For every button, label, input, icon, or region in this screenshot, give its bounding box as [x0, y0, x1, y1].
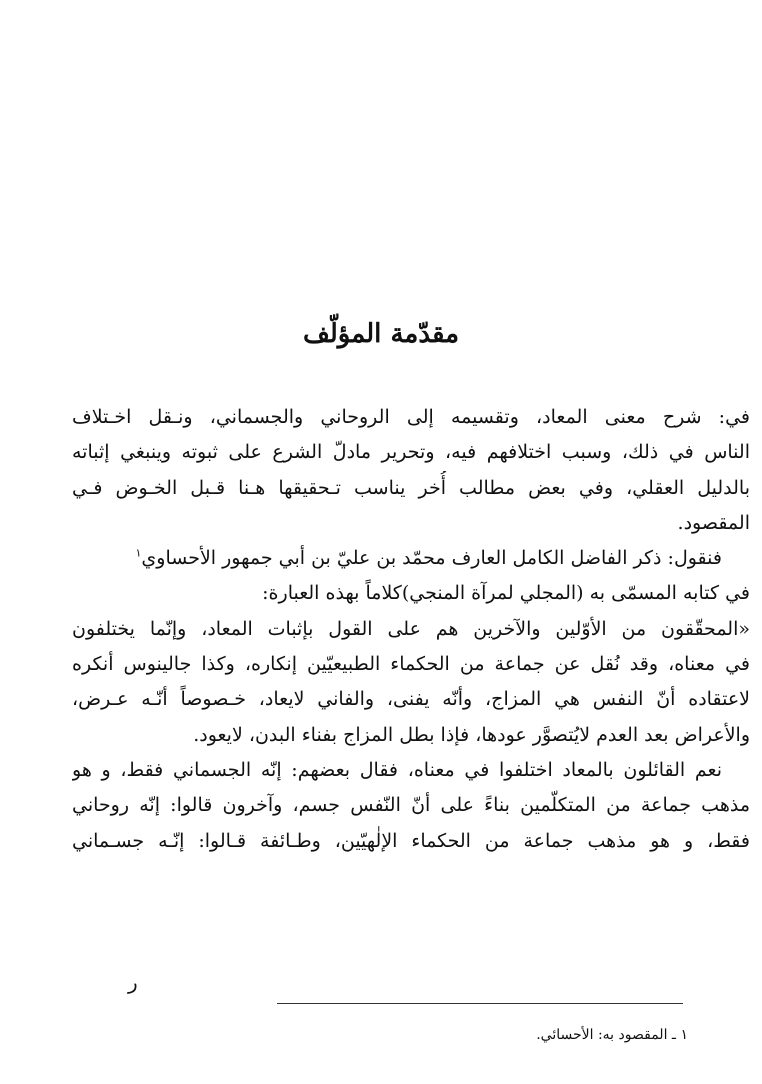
footnote-reference: ١ — [135, 546, 142, 560]
text-line: في معناه، وقد نُقل عن جماعة من الحكماء الطبيعيّين إنكاره، وكذا جالينوس أنكره — [72, 653, 750, 676]
text-line: والأعراض بعد العدم لايُتصوَّر عودها، فإذا بطل المزاج بفناء البدن، لايعود. — [193, 723, 750, 746]
text-line: لاعتقاده أنّ النفس هي المزاج، وأنّه يفنى، والفاني لايعاد، خـصوصاً أنّـه عـرض، — [72, 688, 750, 711]
page-title: مقدّمة المؤلّف — [302, 319, 460, 349]
text-line-content: فنقول: ذكر الفاضل الكامل العارف محمّد بن عليّ بن أبي جمهور الأحساوي — [141, 547, 722, 570]
text-line: نعم القائلون بالمعاد اختلفوا في معناه، فقال بعضهم: إنّه الجسماني فقط، و هو — [72, 758, 722, 781]
text-line-with-footnote — [72, 541, 750, 576]
text-line: الناس في ذلك، وسبب اختلافهم فيه، وتحرير مادلّ الشرع على ثبوته وينبغي إثباته — [72, 441, 750, 464]
text-line: «المحقّقون من الأوّلين والآخرين هم على القول بإثبات المعاد، وإنّما يختلفون — [72, 617, 750, 640]
text-line: المقصود. — [677, 511, 750, 534]
text-line: مذهب جماعة من المتكلّمين بناءً على أنّ النّفس جسم، وآخرون قالوا: إنّه روحاني — [72, 794, 750, 817]
text-line: في كتابه المسمّى به (المجلي لمرآة المنجي)كلاماً بهذه العبارة: — [262, 582, 750, 605]
text-line: فقط، و هو مذهب جماعة من الحكماء الإلٰهيّين، وطـائفة قـالوا: إنّـه جسـماني — [72, 829, 750, 852]
footnote: ١ ـ المقصود به: الأحسائي. — [536, 1027, 688, 1043]
body-text — [72, 400, 750, 859]
text-line: في: شرح معنى المعاد، وتقسيمه إلى الروحاني والجسماني، ونـقل اخـتلاف — [72, 406, 750, 428]
footnote-divider — [277, 1003, 683, 1004]
page-catchword: ر — [128, 970, 138, 994]
text-line: بالدليل العقلي، وفي بعض مطالب أُخر يناسب تـحقيقها هـنا قـبل الخـوض فـي — [72, 476, 750, 499]
